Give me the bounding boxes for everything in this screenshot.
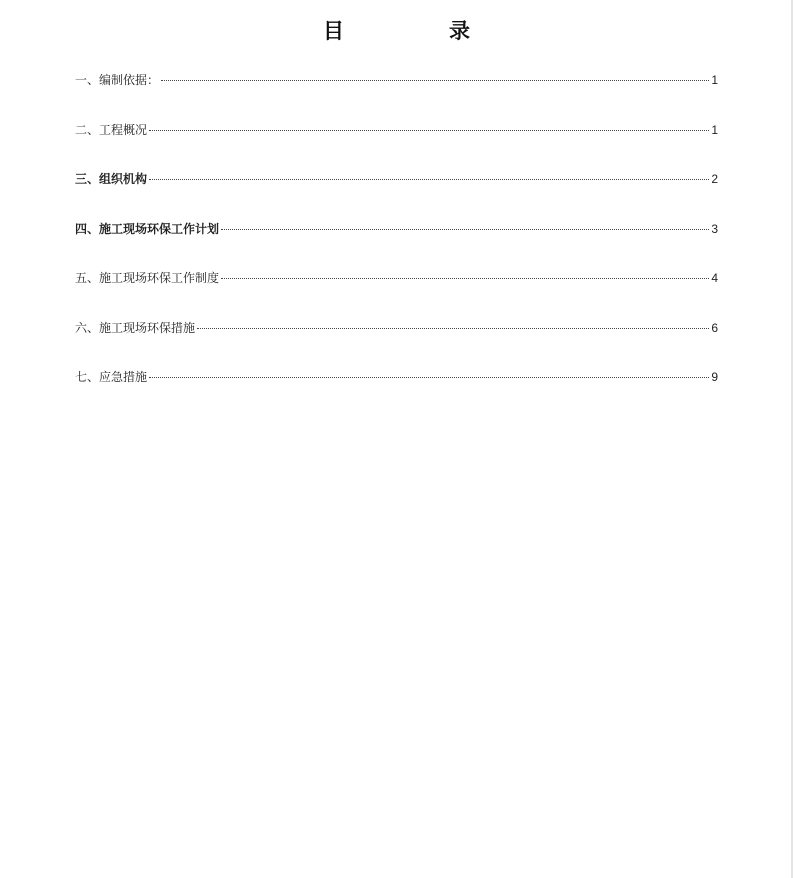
toc-entry-label: 二、工程概况 [75,122,148,137]
toc-title: 目 录 [323,18,512,43]
toc-entry-page: 1 [711,122,718,137]
toc-entry[interactable] [75,169,718,219]
toc-list [75,70,718,417]
toc-entry-page: 6 [711,320,718,335]
toc-dot-leader [149,178,709,180]
toc-dot-leader [149,376,709,378]
toc-entry-label: 七、应急措施 [75,370,148,384]
toc-entry-page: 3 [711,221,718,236]
toc-entry-label: 三、组织机构 [75,172,148,186]
toc-entry-label: 六、施工现场环保措施 [75,320,196,335]
toc-entry[interactable] [75,268,718,318]
toc-entry[interactable] [75,219,718,269]
toc-entry[interactable] [75,367,718,417]
toc-entry-page: 2 [711,172,718,186]
toc-entry-label: 一、编制依据： [75,73,160,87]
toc-dot-leader [221,277,709,279]
toc-entry-page: 4 [711,271,718,285]
toc-entry[interactable] [75,120,718,170]
toc-entry-page: 9 [711,370,718,384]
toc-entry-page: 1 [711,73,718,87]
toc-dot-leader [149,129,709,131]
toc-entry[interactable] [75,70,718,120]
toc-entry-label: 四、施工现场环保工作计划 [75,221,220,236]
toc-dot-leader [221,228,709,230]
toc-entry[interactable] [75,318,718,368]
toc-entry-label: 五、施工现场环保工作制度 [75,271,220,285]
toc-dot-leader [197,327,709,329]
toc-dot-leader [161,79,709,81]
